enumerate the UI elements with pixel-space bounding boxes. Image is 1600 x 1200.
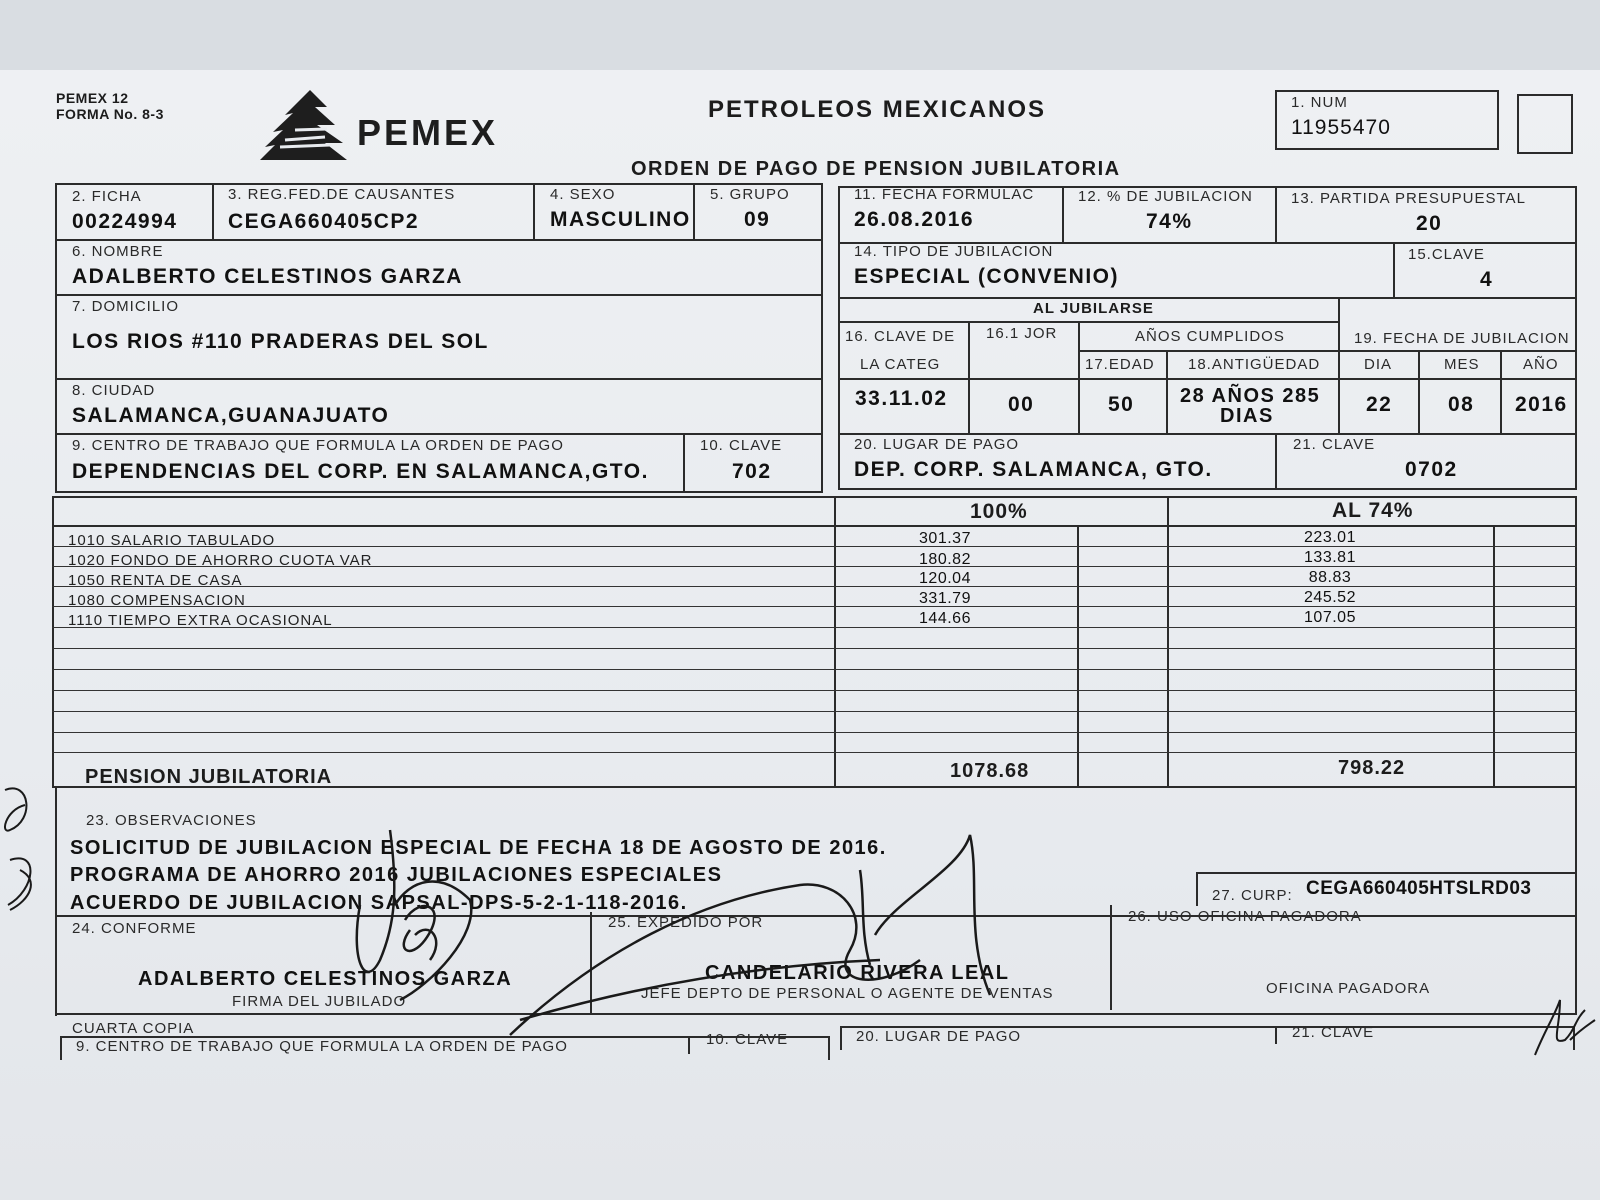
uso-oficina-label: 26. USO OFICINA PAGADORA	[1128, 908, 1362, 925]
row-concept-1010: 1010 SALARIO TABULADO	[68, 532, 276, 549]
jor-label: 16.1 JOR	[986, 325, 1058, 342]
fecha-jubilacion-label: 19. FECHA DE JUBILACION	[1354, 330, 1570, 347]
row-pct-1080: 245.52	[1304, 589, 1356, 606]
row-full-1010: 301.37	[919, 530, 971, 547]
rfc-label: 3. REG.FED.DE CAUSANTES	[228, 186, 456, 203]
observaciones-line-3: ACUERDO DE JUBILACION SAPSAL-DPS-5-2-1-118-2016.	[70, 892, 688, 914]
antiguedad-label: 18.ANTIGÜEDAD	[1188, 356, 1321, 373]
edad-label: 17.EDAD	[1085, 356, 1155, 373]
expedido-role: JEFE DEPTO DE PERSONAL O AGENTE DE VENTAS	[641, 985, 1054, 1002]
anos-cumplidos-label: AÑOS CUMPLIDOS	[1135, 328, 1285, 345]
document-title: ORDEN DE PAGO DE PENSION JUBILATORIA	[631, 158, 1121, 180]
nombre-label: 6. NOMBRE	[72, 243, 164, 260]
pemex-logo-text: PEMEX	[357, 112, 499, 153]
clave10-label: 10. CLAVE	[700, 437, 783, 454]
rfc-value: CEGA660405CP2	[228, 210, 420, 233]
curp-label: 27. CURP:	[1212, 887, 1293, 904]
clave21-value: 0702	[1405, 458, 1458, 481]
partida-label: 13. PARTIDA PRESUPUESTAL	[1291, 190, 1526, 207]
clave-categ-value: 33.11.02	[855, 387, 948, 410]
conforme-role: FIRMA DEL JUBILADO	[232, 993, 407, 1010]
curp-value: CEGA660405HTSLRD03	[1306, 878, 1532, 899]
footer-centro-label: 9. CENTRO DE TRABAJO QUE FORMULA LA ORDEN DE PAGO	[76, 1038, 568, 1055]
num-value: 11955470	[1291, 116, 1391, 139]
company-name: PETROLEOS MEXICANOS	[708, 96, 1047, 123]
oficina-pagadora-label: OFICINA PAGADORA	[1266, 980, 1431, 997]
jor-value: 00	[1008, 393, 1035, 416]
row-pct-1010: 223.01	[1304, 529, 1356, 546]
footer-clave21-label: 21. CLAVE	[1292, 1024, 1375, 1041]
grupo-value: 09	[744, 208, 771, 231]
fecha-label: 11. FECHA FORMULAC	[854, 186, 1035, 203]
clave15-label: 15.CLAVE	[1408, 246, 1485, 263]
col-100-header: 100%	[970, 500, 1028, 523]
dia-value: 22	[1366, 393, 1393, 416]
partida-value: 20	[1416, 212, 1443, 235]
nombre-value: ADALBERTO CELESTINOS GARZA	[72, 265, 463, 288]
tipo-value: ESPECIAL (CONVENIO)	[854, 265, 1119, 288]
col-74-header: AL 74%	[1332, 499, 1414, 522]
dia-label: DIA	[1364, 356, 1393, 373]
centro-label: 9. CENTRO DE TRABAJO QUE FORMULA LA ORDEN DE PAGO	[72, 437, 564, 454]
row-pct-1110: 107.05	[1304, 609, 1356, 626]
edad-value: 50	[1108, 393, 1135, 416]
clave-categ-label-1: 16. CLAVE DE	[845, 328, 956, 345]
sexo-value: MASCULINO	[550, 208, 691, 231]
tipo-label: 14. TIPO DE JUBILACION	[854, 243, 1054, 260]
footer-clave10-label: 10. CLAVE	[706, 1031, 789, 1048]
conforme-name: ADALBERTO CELESTINOS GARZA	[138, 968, 513, 990]
ficha-label: 2. FICHA	[72, 188, 142, 205]
conforme-label: 24. CONFORME	[72, 920, 197, 937]
mes-value: 08	[1448, 393, 1475, 416]
ciudad-value: SALAMANCA,GUANAJUATO	[72, 404, 390, 427]
sexo-label: 4. SEXO	[550, 186, 616, 203]
row-concept-1080: 1080 COMPENSACION	[68, 592, 246, 609]
total-74-value: 798.22	[1338, 757, 1406, 779]
domicilio-value: LOS RIOS #110 PRADERAS DEL SOL	[72, 330, 489, 353]
row-pct-1020: 133.81	[1304, 549, 1356, 566]
total-label: PENSION JUBILATORIA	[85, 766, 333, 788]
row-concept-1020: 1020 FONDO DE AHORRO CUOTA VAR	[68, 552, 373, 569]
pct-label: 12. % DE JUBILACION	[1078, 188, 1253, 205]
footer-lugar-label: 20. LUGAR DE PAGO	[856, 1028, 1022, 1045]
domicilio-label: 7. DOMICILIO	[72, 298, 180, 315]
observaciones-line-1: SOLICITUD DE JUBILACION ESPECIAL DE FECHA 18 DE AGOSTO DE 2016.	[70, 837, 887, 859]
row-full-1080: 331.79	[919, 590, 971, 607]
antiguedad-line-2: DIAS	[1220, 405, 1274, 427]
antiguedad-line-1: 28 AÑOS 285	[1180, 385, 1321, 407]
ciudad-label: 8. CIUDAD	[72, 382, 156, 399]
form-number-text: FORMA No. 8-3	[56, 106, 164, 122]
expedido-label: 25. EXPEDIDO POR	[608, 914, 764, 931]
clave21-label: 21. CLAVE	[1293, 436, 1376, 453]
row-full-1110: 144.66	[919, 610, 971, 627]
clave-categ-label-2: LA CATEG	[860, 356, 941, 373]
clave10-value: 702	[732, 460, 772, 483]
ficha-value: 00224994	[72, 210, 178, 233]
lugar-value: DEP. CORP. SALAMANCA, GTO.	[854, 458, 1213, 481]
num-label: 1. NUM	[1291, 94, 1348, 111]
observaciones-line-2: PROGRAMA DE AHORRO 2016 JUBILACIONES ESPECIALES	[70, 864, 723, 886]
fecha-value: 26.08.2016	[854, 208, 975, 231]
row-full-1020: 180.82	[919, 551, 971, 568]
total-100-value: 1078.68	[950, 760, 1030, 782]
form-code-text: PEMEX 12	[56, 90, 129, 106]
lugar-label: 20. LUGAR DE PAGO	[854, 436, 1020, 453]
clave15-value: 4	[1480, 268, 1494, 291]
row-full-1050: 120.04	[919, 570, 971, 587]
al-jubilarse-label: AL JUBILARSE	[1033, 300, 1154, 317]
observaciones-label: 23. OBSERVACIONES	[86, 812, 257, 829]
grupo-label: 5. GRUPO	[710, 186, 790, 203]
pct-value: 74%	[1146, 210, 1193, 233]
ano-value: 2016	[1515, 393, 1568, 416]
centro-value: DEPENDENCIAS DEL CORP. EN SALAMANCA,GTO.	[72, 460, 649, 483]
row-concept-1110: 1110 TIEMPO EXTRA OCASIONAL	[68, 612, 333, 629]
mes-label: MES	[1444, 356, 1480, 373]
row-concept-1050: 1050 RENTA DE CASA	[68, 572, 243, 589]
copy-label: CUARTA COPIA	[72, 1020, 195, 1037]
expedido-name: CANDELARIO RIVERA LEAL	[705, 962, 1010, 984]
row-pct-1050: 88.83	[1308, 569, 1352, 586]
ano-label: AÑO	[1523, 356, 1559, 373]
